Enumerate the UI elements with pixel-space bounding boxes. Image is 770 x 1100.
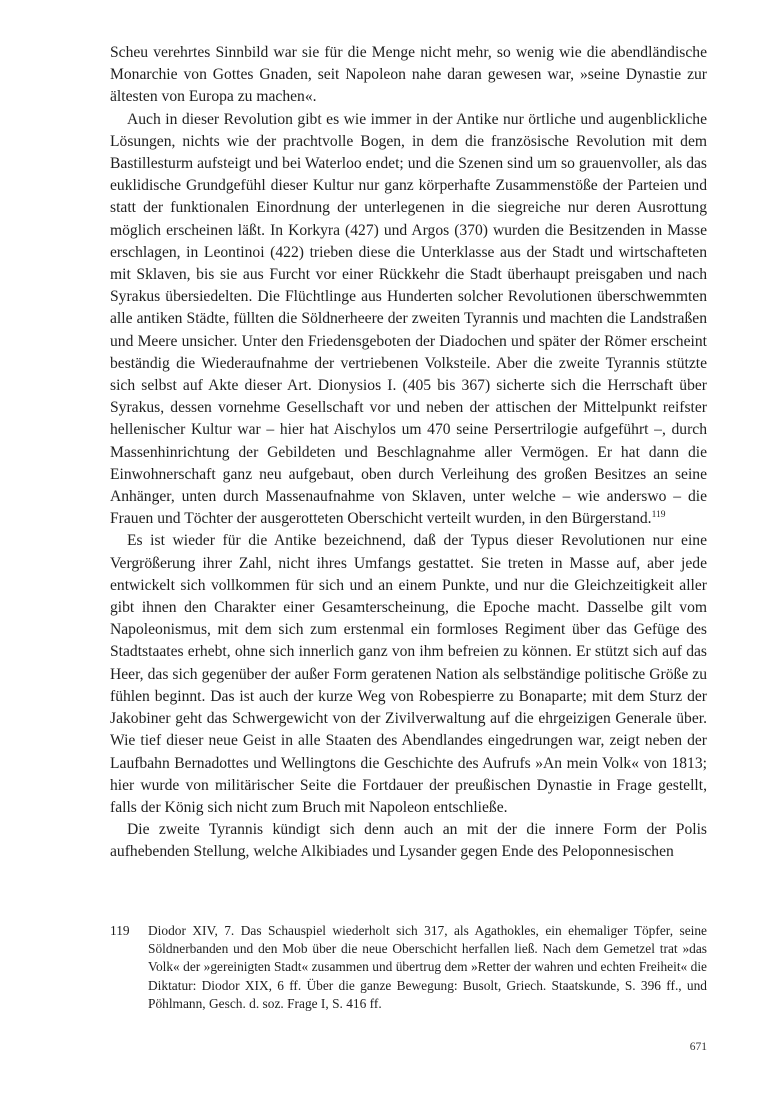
main-text [110, 42, 707, 864]
paragraph-text: Auch in dieser Revolution gibt es wie immer in der Antike nur örtliche und augenblickliche Lösungen, nichts wie der prachtvolle Bogen, in dem die französische Revolution mit dem Bastillesturm aufsteigt und bei Waterloo endet; und die Szenen sind um so grauenvoller, als das euklidische Grundgefühl dieser Kultur nur ganz körperhafte Zusammenstöße der Parteien und statt der funktionalen Einordnung der unterlegenen in die siegreiche nur deren Ausrottung möglich erscheinen läßt. In Korkyra (427) und Argos (370) wurden die Besitzenden in Masse erschlagen, in Leontinoi (422) trieben diese die Unterklasse aus der Stadt und wirtschafteten mit Sklaven, bis sie aus Furcht vor einer Rückkehr die Stadt überhaupt preisgaben und nach Syrakus übersiedelten. Die Flüchtlinge aus Hunderten solcher Revolutionen überschwemmten alle antiken Städte, füllten die Söldnerheere der zweiten Tyrannis und machten die Landstraßen und Meere unsicher. Unter den Friedensgeboten der Diadochen und später der Römer erscheint beständig die Wiederaufnahme der vertriebenen Volksteile. Aber die zweite Tyrannis stützte sich selbst auf Akte dieser Art. Dionysios I. (405 bis 367) sicherte sich die Herrschaft über Syrakus, dessen vornehme Gesellschaft vor und neben der attischen der Mittelpunkt reifster hellenischer Kultur war – hier hat Aischylos um 470 seine Persertrilogie aufgeführt –, durch Massenhinrichtung der Gebildeten und Beschlagnahme aller Vermögen. Er hat dann die Einwohnerschaft ganz neu aufgebaut, oben durch Verleihung des großen Besitzes an seine Anhänger, unten durch Massenaufnahme von Sklaven, unter welche – wie anderswo – die Frauen und Töchter der ausgerotteten Oberschicht verteilt wurden, in den Bürgerstand. [110, 110, 707, 528]
footnote [110, 922, 707, 1013]
paragraph-napoleonismus [110, 530, 707, 819]
page-number: 671 [689, 1041, 707, 1053]
footnote-number: 119 [110, 923, 130, 938]
paragraph-text: Die zweite Tyrannis kündigt sich denn auch an mit der die innere Form der Polis aufhebenden Stellung, welche Alkibiades und Lysander gegen Ende des Peloponnesischen [110, 821, 707, 861]
paragraph-continuation [110, 42, 707, 109]
footnote-reference[interactable]: 119 [651, 510, 666, 521]
paragraph-text: Scheu verehrtes Sinnbild war sie für die Menge nicht mehr, so wenig wie die abendländische Monarchie von Gottes Gnaden, seit Napoleon nahe daran gewesen war, »seine Dynastie zur ältesten von Europa zu machen«. [110, 44, 707, 106]
footnote-text: Diodor XIV, 7. Das Schauspiel wiederholt sich 317, als Agathokles, ein ehemaliger Töpfer, seine Söldnerbanden und den Mob über die neue Oberschicht herfallen ließ. Nach dem Gemetzel trat »das Volk« der »gereinigten Stadt« zusammen und übertrug dem »Retter der wahren und echten Freiheit« die Diktatur: Diodor XIX, 6 ff. Über die ganze Bewegung: Busolt, Griech. Staatskunde, S. 396 ff., und Pöhlmann, Gesch. d. soz. Frage I, S. 416 ff. [148, 923, 707, 1011]
paragraph-text: Es ist wieder für die Antike bezeichnend, daß der Typus dieser Revolutionen nur eine Vergrößerung ihrer Zahl, nicht ihres Umfangs gestattet. Sie treten in Masse auf, aber jede entwickelt sich vollkommen für sich und an einem Punkte, und nur die Gleichzeitigkeit aller gibt ihnen den Charakter einer Gesamterscheinung, die Epoche macht. Dasselbe gilt vom Napoleonismus, mit dem sich zum erstenmal ein formloses Regiment über das Gefüge des Stadtstaates erhebt, ohne sich innerlich ganz von ihm befreien zu können. Er stützt sich auf das Heer, das sich gegenüber der außer Form geratenen Nation als selbständige politische Größe zu fühlen beginnt. Das ist auch der kurze Weg von Robespierre zu Bonaparte; mit dem Sturz der Jakobiner geht das Schwergewicht von der Zivilverwaltung auf die ehrgeizigen Generale über. Wie tief dieser neue Geist in alle Staaten des Abendlandes eingedrungen war, zeigt neben der Laufbahn Bernadottes und Wellingtons die Geschichte des Aufrufs »An mein Volk« von 1813; hier wurde von militärischer Seite die Fortdauer der preußischen Dynastie in Frage gestellt, falls der König sich nicht zum Bruch mit Napoleon entschließe. [110, 532, 707, 816]
paragraph-korkyra [110, 109, 707, 531]
paragraph-zweite-tyrannis [110, 819, 707, 863]
